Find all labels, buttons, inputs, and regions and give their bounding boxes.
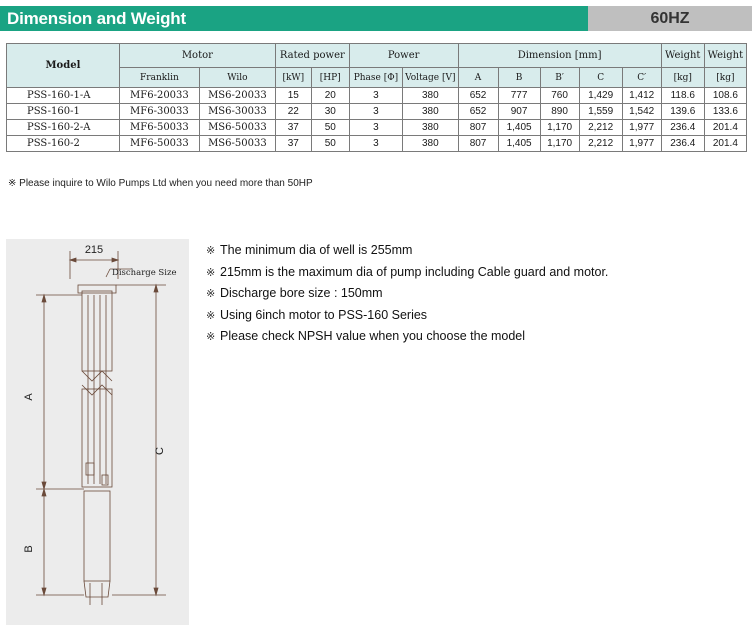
cell-c: 1,559	[579, 104, 622, 120]
cell-weight-2: 133.6	[704, 104, 746, 120]
frequency-badge: 60HZ	[588, 6, 752, 31]
suction-port	[102, 475, 108, 485]
note-text: The minimum dia of well is 255mm	[220, 243, 413, 257]
cell-c-prime: 1,412	[622, 88, 661, 104]
cell-weight-2: 201.4	[704, 136, 746, 152]
arrowhead	[42, 295, 46, 302]
pump-top-section	[82, 291, 112, 371]
spec-notes-list	[206, 240, 608, 348]
cell-phase: 3	[349, 104, 402, 120]
cell-weight-1: 236.4	[661, 136, 704, 152]
cell-b: 1,405	[498, 136, 540, 152]
arrowhead	[42, 588, 46, 595]
section-title: Dimension and Weight	[0, 6, 588, 31]
cell-franklin: MF6-50033	[119, 136, 199, 152]
table-header-row	[7, 44, 747, 68]
col-kg-2: [kg]	[704, 68, 746, 88]
list-item	[206, 326, 608, 348]
cell-kw: 37	[275, 136, 311, 152]
cell-voltage: 380	[403, 120, 458, 136]
motor-base	[84, 581, 110, 597]
table-row	[7, 104, 747, 120]
cell-a: 807	[458, 120, 498, 136]
col-c-prime: C′	[622, 68, 661, 88]
reference-mark: ※	[206, 245, 216, 257]
dimension-weight-table	[6, 43, 747, 152]
cell-hp: 20	[311, 88, 349, 104]
pump-lower-section	[82, 389, 112, 487]
col-group-power: Power	[349, 44, 458, 68]
col-b-prime: B′	[540, 68, 579, 88]
pump-drawing-svg	[6, 239, 189, 625]
cell-model: PSS-160-2-A	[7, 120, 120, 136]
cell-b-prime: 890	[540, 104, 579, 120]
table-row	[7, 120, 747, 136]
arrowhead	[154, 588, 158, 595]
cell-wilo: MS6-20033	[199, 88, 275, 104]
cell-b: 907	[498, 104, 540, 120]
reference-mark: ※	[206, 266, 216, 279]
cell-c: 2,212	[579, 120, 622, 136]
arrowhead	[70, 258, 76, 262]
cell-kw: 15	[275, 88, 311, 104]
pump-drawing	[6, 239, 189, 625]
cell-phase: 3	[349, 88, 402, 104]
cell-weight-1: 236.4	[661, 120, 704, 136]
cell-franklin: MF6-20033	[119, 88, 199, 104]
cell-c: 2,212	[579, 136, 622, 152]
list-item	[206, 240, 608, 262]
cell-phase: 3	[349, 120, 402, 136]
col-franklin: Franklin	[119, 68, 199, 88]
reference-mark: ※	[206, 331, 216, 343]
break-mark-bottom	[82, 385, 112, 395]
cell-c-prime: 1,977	[622, 136, 661, 152]
dimension-c-label: C	[154, 447, 166, 455]
cell-weight-1: 118.6	[661, 88, 704, 104]
suction-port	[86, 463, 94, 475]
note-text: Discharge bore size : 150mm	[220, 286, 383, 300]
cell-hp: 50	[311, 120, 349, 136]
width-label: 215	[84, 244, 104, 256]
reference-mark: ※	[206, 288, 216, 300]
col-group-motor: Motor	[119, 44, 275, 68]
col-voltage: Voltage [V]	[403, 68, 458, 88]
cell-weight-2: 201.4	[704, 120, 746, 136]
cell-b-prime: 1,170	[540, 136, 579, 152]
cell-hp: 50	[311, 136, 349, 152]
table-row	[7, 136, 747, 152]
note-text: 215mm is the maximum dia of pump including Cable guard and motor.	[220, 264, 609, 279]
col-kw: [kW]	[275, 68, 311, 88]
col-phase: Phase [Φ]	[349, 68, 402, 88]
col-group-rated-power: Rated power	[275, 44, 349, 68]
cell-model: PSS-160-1-A	[7, 88, 120, 104]
col-hp: [HP]	[311, 68, 349, 88]
cell-b-prime: 1,170	[540, 120, 579, 136]
cell-wilo: MS6-50033	[199, 136, 275, 152]
dimension-a-label: A	[23, 393, 35, 401]
note-text: Please check NPSH value when you choose the model	[220, 329, 526, 343]
discharge-head	[78, 285, 116, 293]
col-weight-1: Weight	[661, 44, 704, 68]
cell-hp: 30	[311, 104, 349, 120]
list-item	[206, 305, 608, 327]
reference-mark: ※	[206, 309, 216, 322]
inquiry-note: ※ Please inquire to Wilo Pumps Ltd when you need more than 50HP	[8, 178, 313, 189]
arrowhead	[112, 258, 118, 262]
cell-c-prime: 1,542	[622, 104, 661, 120]
cell-phase: 3	[349, 136, 402, 152]
col-c: C	[579, 68, 622, 88]
cell-wilo: MS6-30033	[199, 104, 275, 120]
cell-a: 652	[458, 104, 498, 120]
cell-c-prime: 1,977	[622, 120, 661, 136]
cell-voltage: 380	[403, 88, 458, 104]
break-mark-top	[82, 371, 112, 381]
col-model: Model	[7, 44, 120, 88]
cell-b: 777	[498, 88, 540, 104]
cell-b-prime: 760	[540, 88, 579, 104]
col-a: A	[458, 68, 498, 88]
cell-b: 1,405	[498, 120, 540, 136]
col-b: B	[498, 68, 540, 88]
cell-voltage: 380	[403, 136, 458, 152]
cell-franklin: MF6-50033	[119, 120, 199, 136]
cell-weight-1: 139.6	[661, 104, 704, 120]
cell-c: 1,429	[579, 88, 622, 104]
discharge-size-label: Discharge Size	[112, 268, 177, 278]
note-text: Using 6inch motor to PSS-160 Series	[220, 307, 428, 322]
cell-wilo: MS6-50033	[199, 120, 275, 136]
discharge-leader	[106, 269, 110, 277]
col-kg-1: [kg]	[661, 68, 704, 88]
dimension-b-label: B	[23, 545, 35, 553]
cell-a: 807	[458, 136, 498, 152]
cell-kw: 37	[275, 120, 311, 136]
arrowhead	[42, 489, 46, 496]
cell-model: PSS-160-1	[7, 104, 120, 120]
cell-franklin: MF6-30033	[119, 104, 199, 120]
motor-body	[84, 491, 110, 581]
arrowhead	[154, 285, 158, 292]
table-row	[7, 88, 747, 104]
col-group-dimension: Dimension [mm]	[458, 44, 661, 68]
cell-kw: 22	[275, 104, 311, 120]
col-weight-2: Weight	[704, 44, 746, 68]
list-item	[206, 283, 608, 305]
cell-model: PSS-160-2	[7, 136, 120, 152]
col-wilo: Wilo	[199, 68, 275, 88]
cell-voltage: 380	[403, 104, 458, 120]
section-header	[0, 6, 752, 31]
cell-weight-2: 108.6	[704, 88, 746, 104]
cell-a: 652	[458, 88, 498, 104]
list-item	[206, 262, 608, 284]
